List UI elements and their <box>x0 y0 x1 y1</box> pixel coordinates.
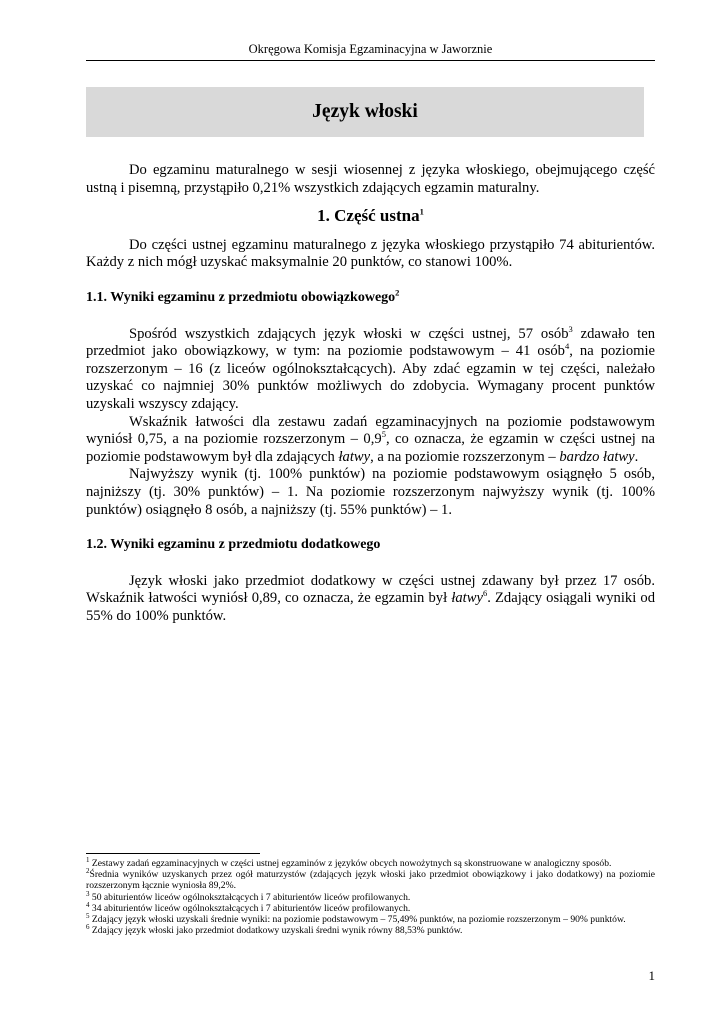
emphasis-text: łatwy <box>338 448 371 465</box>
text-run: Wskaźnik łatwości dla zestawu zadań egzaminacyjnych na poziomie podstawowym wyniósł 0,75, a na poziomie rozszerzonym – 0,9 <box>86 413 655 448</box>
footnote-ref-1: 1 <box>419 206 424 217</box>
footnote <box>86 869 655 891</box>
footnote <box>86 900 655 914</box>
intro-paragraph: Do egzaminu maturalnego w sesji wiosennej z języka włoskiego, obejmującego część ustną i pisemną, przystąpiło 0,21% wszystkich zdających egzamin maturalny. <box>86 162 655 196</box>
footnote-number: 4 <box>86 900 90 909</box>
footnote-number: 6 <box>86 923 90 932</box>
title-box <box>86 87 644 137</box>
section-1-heading <box>86 207 655 225</box>
text-run: . <box>634 448 639 465</box>
footnote-ref-6: 6 <box>482 588 488 599</box>
footnote-text: Zestawy zadań egzaminacyjnych w części ustnej egzaminów z języków obcych nowożytnych są skonstruowane w analogiczny sposób. <box>89 858 612 869</box>
footnote <box>86 855 655 869</box>
document-body <box>86 162 655 625</box>
header-rule <box>86 60 655 61</box>
emphasis-text: bardzo łatwy <box>559 448 635 465</box>
text-run: , a na poziomie rozszerzonym – <box>370 448 560 465</box>
footnote-ref-3: 3 <box>568 323 573 334</box>
footnote-text: 50 abiturientów liceów ogólnokształcących i 7 abiturientów liceów profilowanych. <box>89 891 411 903</box>
subsection-1-1-paragraph-3: Najwyższy wynik (tj. 100% punktów) na poziomie podstawowym osiągnęło 5 osób, najniższy (tj. 30% punktów) – 1. Na poziomie rozszerzonym najwyższy wynik (tj. 100% punktów) osiągnęło 8 osób, a najniższy (tj. 55% punktów) – 1. <box>86 466 655 518</box>
footnote-number: 5 <box>86 911 90 920</box>
text-run: Język włoski jako przedmiot dodatkowy w części ustnej zdawany był przez 17 osób. Wskaźnik łatwości wyniósł 0,89, co oznacza, że egzamin był <box>86 572 655 607</box>
document-title: Język włoski <box>312 101 418 122</box>
text-run: , co oznacza, że egzamin w części ustnej na poziomie podstawowym był dla zdających <box>86 431 655 465</box>
footnote-number: 1 <box>86 855 90 864</box>
footnote-text: 34 abiturientów liceów ogólnokształcących i 7 abiturientów liceów profilowanych. <box>89 902 411 914</box>
footnote-number: 2 <box>86 867 90 876</box>
subsection-1-1-heading <box>86 289 655 307</box>
footnote-ref-4: 4 <box>564 341 570 352</box>
text-run: . Zdający osiągali wyniki od 55% do 100% punktów. <box>86 590 656 624</box>
footnote-ref-5: 5 <box>381 429 386 440</box>
footnote-text: Zdający język włoski uzyskali średnie wyniki: na poziomie podstawowym – 75,49% punktów, na poziomie rozszerzonym – 90% punktów. <box>89 914 626 926</box>
footnote <box>86 889 655 903</box>
footnote-ref-2: 2 <box>395 287 400 298</box>
footnotes <box>86 855 655 937</box>
footnote-text: Średnia wyników uzyskanych przez ogół maturzystów (zdających język włoski jako przedmiot obowiązkowy i jako dodatkowy) na poziomie rozszerzonym łącznie wyniosła 89,2%. <box>86 869 655 892</box>
subsection-1-1-heading-text: 1.1. Wyniki egzaminu z przedmiotu obowiązkowego <box>86 289 396 305</box>
text-run: zdawało ten przedmiot jako obowiązkowy, w tym: na poziomie podstawowym – 41 osób <box>86 325 655 360</box>
subsection-1-1-paragraph-1 <box>86 323 655 414</box>
footnote <box>86 925 655 936</box>
subsection-1-1-paragraph-2 <box>86 414 655 467</box>
text-run: Spośród wszystkich zdających język włoski w części ustnej, 57 osób <box>129 325 569 342</box>
subsection-1-2-heading: 1.2. Wyniki egzaminu z przedmiotu dodatkowego <box>86 537 381 553</box>
section-1-heading-text: 1. Część ustna <box>317 206 420 226</box>
emphasis-text: łatwy <box>451 590 483 607</box>
subsection-1-2-paragraph <box>86 573 655 626</box>
section-1-paragraph: Do części ustnej egzaminu maturalnego z języka włoskiego przystąpiło 74 abiturientów. Każdy z nich mógł uzyskać maksymalnie 20 punktów, co stanowi 100%. <box>86 236 655 271</box>
footnote-separator <box>86 853 260 854</box>
page-number: 1 <box>648 968 655 983</box>
page-header: Okręgowa Komisja Egzaminacyjna w Jaworznie <box>248 42 493 56</box>
footnote-number: 3 <box>86 889 90 898</box>
footnote-text: Zdający język włoski jako przedmiot dodatkowy uzyskali średni wynik równy 88,53% punktów. <box>89 925 463 937</box>
footnote <box>86 911 655 926</box>
text-run: , na poziomie rozszerzonym – 16 (z liceów ogólnokształcących). Aby zdać egzamin w tej części, należało uzyskać co najmniej 30% punktów możliwych do zdobycia. Wymagany procent punktów uzyskali wszyscy zdający. <box>86 343 655 412</box>
